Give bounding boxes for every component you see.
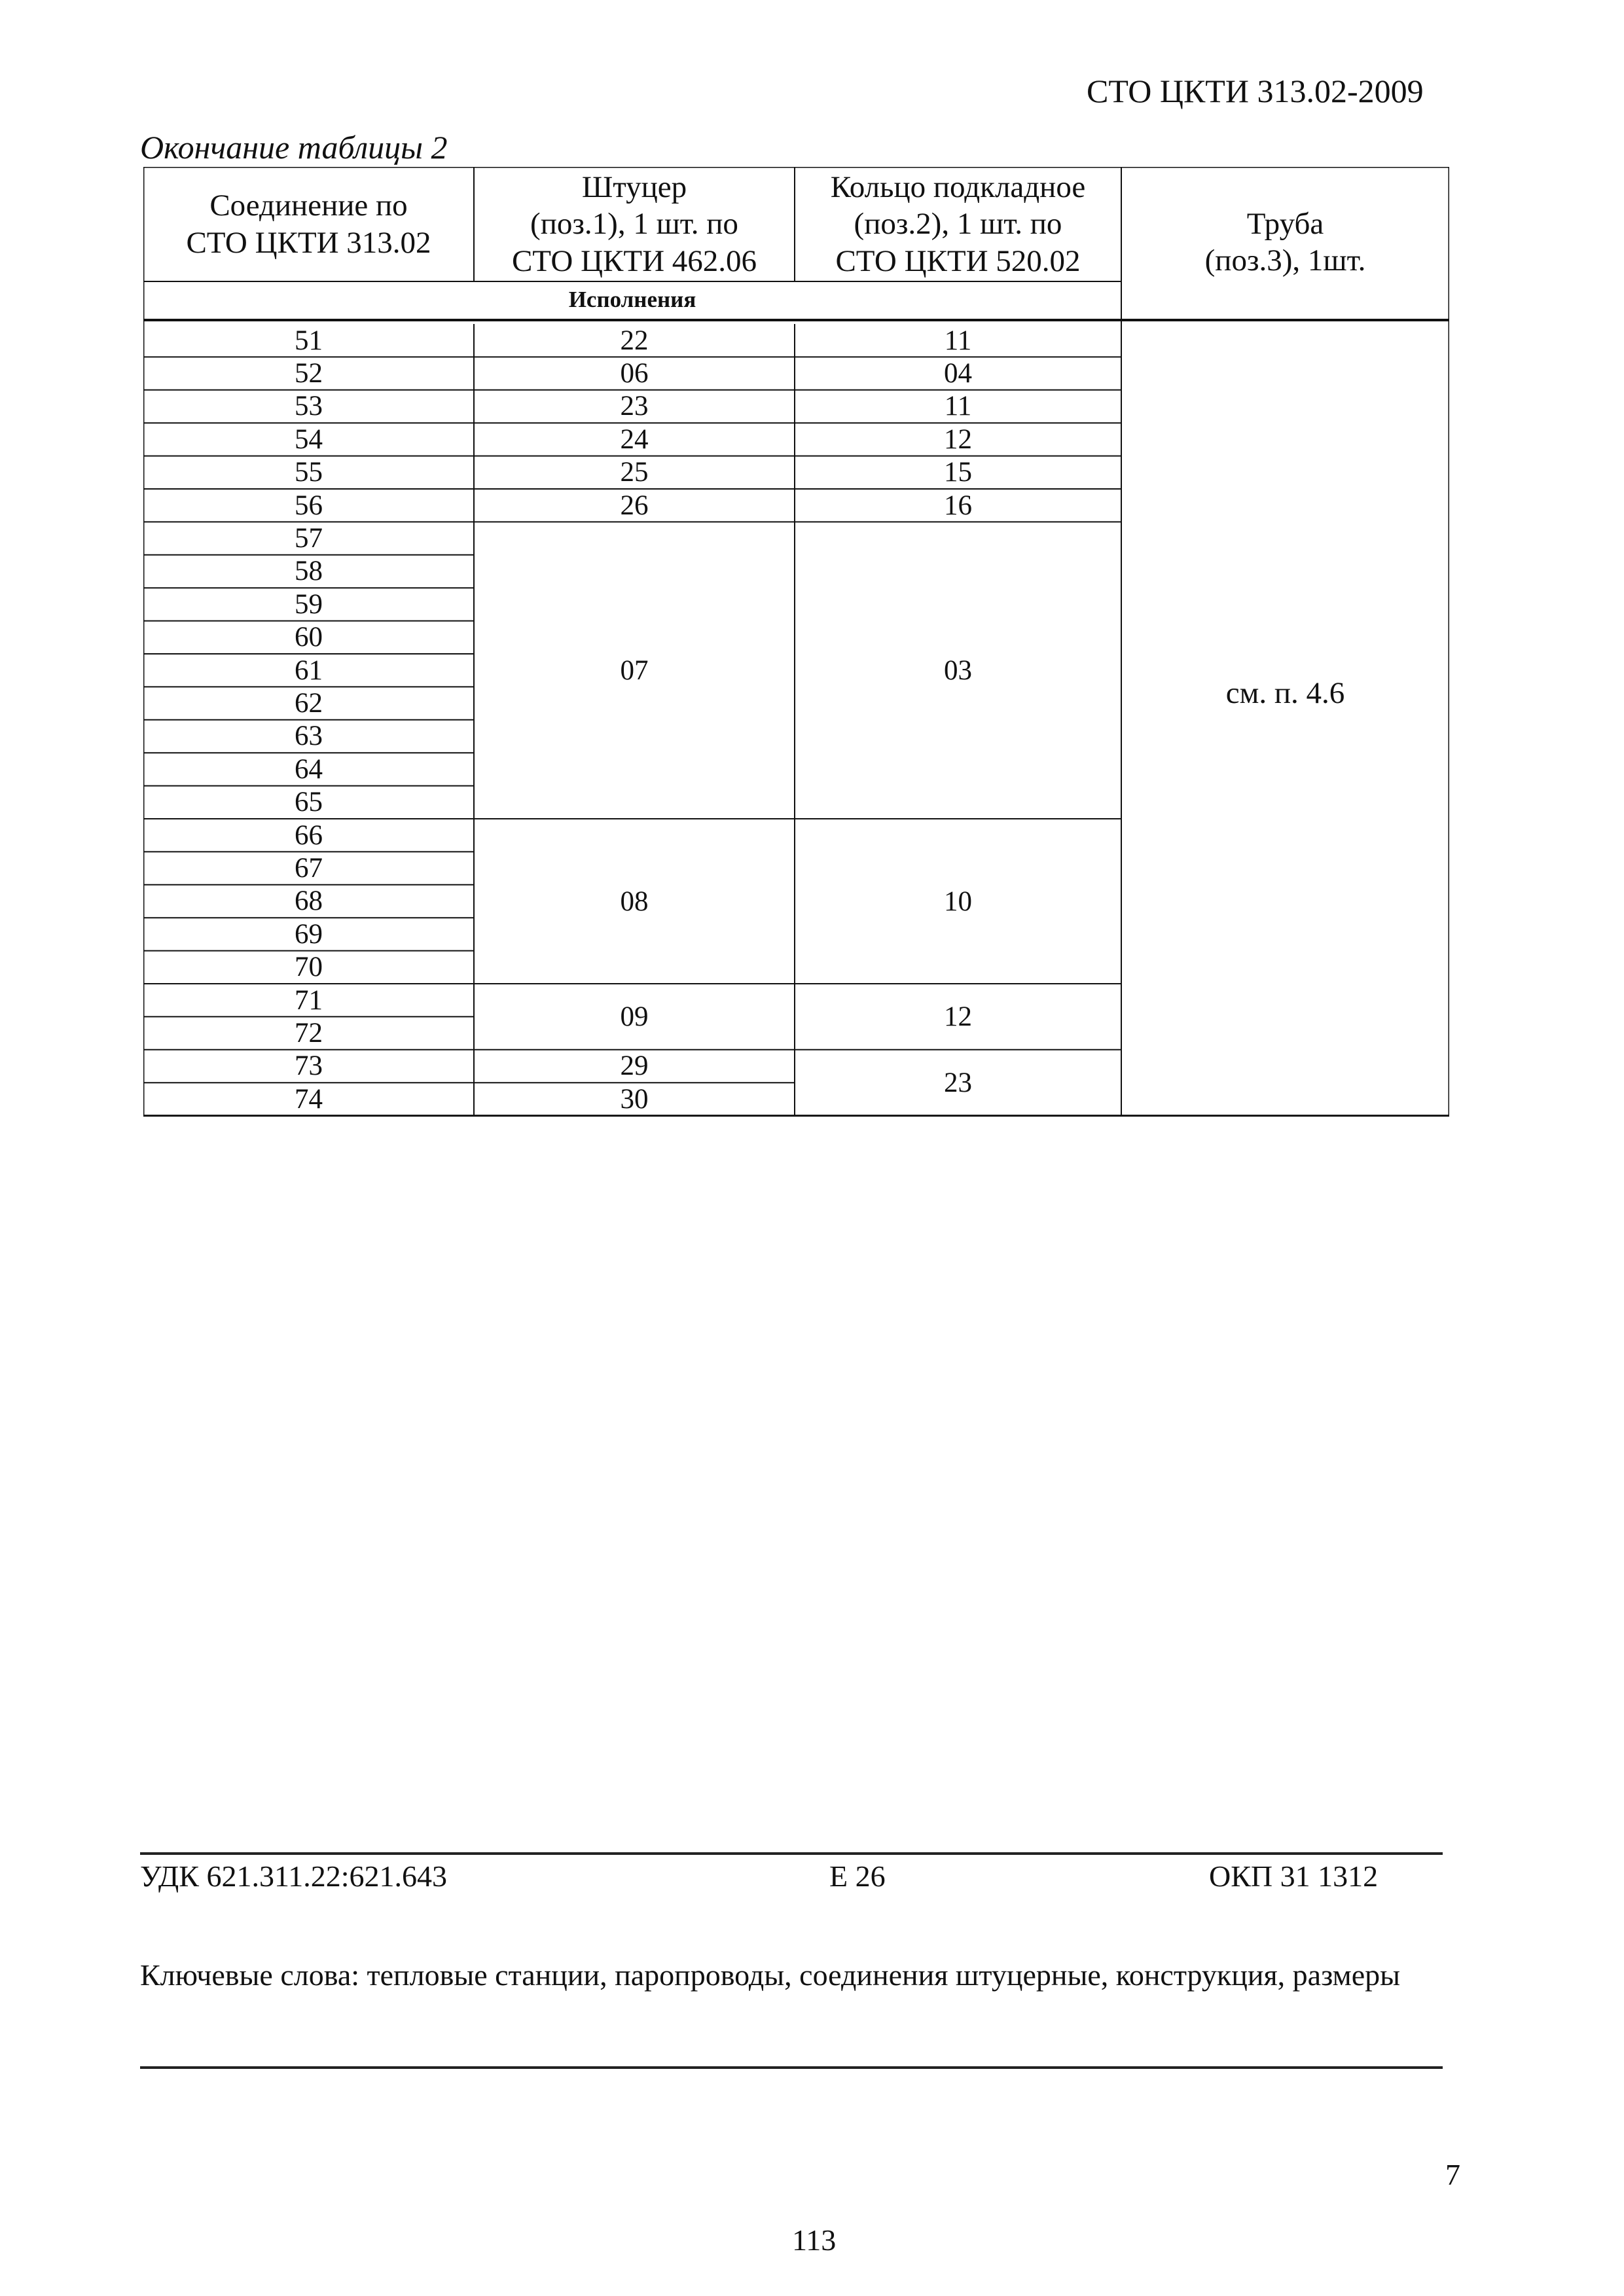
fitting-version: 22 (620, 325, 649, 356)
classification-code: Е 26 (829, 1859, 886, 1893)
okp-code: ОКП 31 1312 (1209, 1859, 1379, 1893)
fitting-version: 23 (620, 391, 649, 422)
column-header-line: Соединение по (209, 188, 408, 223)
fitting-version: 09 (620, 1001, 649, 1032)
connection-number: 55 (295, 457, 323, 488)
column-header-line: СТО ЦКТИ 520.02 (835, 243, 1081, 278)
fitting-version: 25 (620, 457, 649, 488)
connection-number: 67 (295, 853, 323, 884)
connection-number: 56 (295, 490, 323, 521)
connection-number: 53 (295, 391, 323, 422)
keywords-paragraph: Ключевые слова: тепловые станции, паропроводы, соединения штуцерные, конструкция, размеры (140, 1958, 1401, 1992)
ring-version: 03 (944, 655, 972, 686)
connection-number: 66 (295, 819, 323, 851)
connection-number: 69 (295, 918, 323, 950)
ring-version: 11 (944, 391, 972, 422)
table-caption: Окончание таблицы 2 (140, 129, 448, 166)
column-header-line: (поз.1), 1 шт. по (530, 207, 738, 242)
column-header-line: Труба (1246, 206, 1324, 241)
document-code: СТО ЦКТИ 313.02-2009 (1087, 73, 1424, 109)
ring-version: 12 (944, 423, 972, 455)
fitting-version: 29 (620, 1050, 649, 1082)
udc-code: УДК 621.311.22:621.643 (140, 1859, 448, 1893)
connection-number: 73 (295, 1050, 323, 1082)
page-number: 113 (792, 2223, 837, 2257)
fitting-version: 08 (620, 886, 649, 917)
connection-number: 74 (295, 1083, 323, 1115)
column-header (143, 167, 474, 281)
connection-number: 71 (295, 984, 323, 1016)
footer-top-rule (140, 1852, 1443, 1855)
ring-version: 23 (944, 1067, 972, 1098)
connection-number: 72 (295, 1018, 323, 1049)
connection-number: 54 (295, 423, 323, 455)
column-header-line: (поз.3), 1шт. (1204, 243, 1366, 278)
sheet-number: 7 (1445, 2158, 1460, 2191)
connection-number: 59 (295, 588, 323, 620)
fitting-version: 24 (620, 423, 649, 455)
ring-version: 15 (944, 457, 972, 488)
connection-number: 52 (295, 358, 323, 389)
column-header-line: СТО ЦКТИ 313.02 (186, 225, 431, 260)
ring-version: 16 (944, 490, 972, 521)
ring-version: 12 (944, 1001, 972, 1032)
fitting-version: 30 (620, 1083, 649, 1115)
connection-number: 60 (295, 622, 323, 653)
ring-version: 11 (944, 325, 972, 356)
fitting-version: 06 (620, 358, 649, 389)
connection-number: 64 (295, 753, 323, 785)
connection-number: 51 (295, 325, 323, 356)
column-header-line: (поз.2), 1 шт. по (854, 207, 1062, 242)
connection-number: 63 (295, 721, 323, 752)
subheader-versions: Исполнения (568, 287, 696, 312)
ring-version: 10 (944, 886, 972, 917)
connection-number: 62 (295, 688, 323, 719)
ring-version: 04 (944, 358, 972, 389)
connection-number: 61 (295, 655, 323, 686)
fitting-version: 26 (620, 490, 649, 521)
data-table (143, 167, 1449, 1119)
column-header-line: Штуцер (581, 170, 687, 204)
connection-number: 70 (295, 952, 323, 983)
connection-number: 65 (295, 787, 323, 818)
pipe-reference-note: см. п. 4.6 (1225, 676, 1345, 711)
column-header-line: Кольцо подкладное (830, 170, 1086, 204)
column-header (1121, 167, 1449, 317)
footer-bottom-rule (140, 2066, 1443, 2069)
column-header (795, 167, 1121, 281)
fitting-version: 07 (620, 655, 649, 686)
connection-number: 57 (295, 523, 323, 554)
column-header (474, 167, 795, 281)
column-header-line: СТО ЦКТИ 462.06 (511, 243, 757, 278)
connection-number: 68 (295, 886, 323, 917)
connection-number: 58 (295, 556, 323, 587)
